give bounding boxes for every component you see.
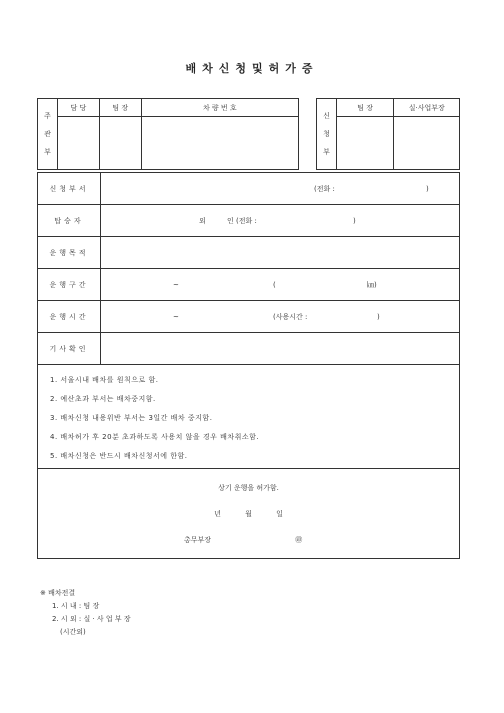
header-vehicle-number: 차 량 번 호 [141,99,298,117]
field-purpose[interactable] [101,237,460,269]
approval-statement: 상기 운행을 허가함. [218,484,279,492]
approval-section [38,469,460,559]
vehicle-number-cell[interactable] [141,117,298,170]
sign-cell-team-leader[interactable] [336,117,394,170]
approval-signer[interactable]: 총무부장 ㊞ [184,536,303,544]
request-dept-side-label: 신 청 부 [317,99,337,170]
label-route: 운행구간 [38,269,101,301]
label-time: 운행시간 [38,301,101,333]
approval-box-request-dept [316,98,460,170]
seal-icon: ㊞ [295,536,303,544]
header-team-leader: 팀 장 [336,99,394,117]
sign-cell-division-head[interactable] [394,117,460,170]
label-passengers: 탑승자 [38,205,101,237]
field-request-dept[interactable]: (전화 : ) [101,173,460,205]
label-request-dept: 신청부서 [38,173,101,205]
approval-date[interactable]: 년 월 일 [214,510,283,518]
rules-list [38,365,460,469]
header-team-leader: 팀 장 [99,99,141,117]
approval-box-main-dept [37,98,299,170]
label-driver-confirm: 기사확인 [38,333,101,365]
footnote-line: 2. 시 외 : 실 · 사 업 부 장 [52,615,131,623]
dispatch-form [37,172,460,559]
rule-item: 2. 예산초과 부서는 배차중지함. [50,395,156,403]
rule-item: 1. 서울시내 배차를 원칙으로 함. [50,376,159,384]
sign-cell-staff[interactable] [57,117,99,170]
label-purpose: 운행목적 [38,237,101,269]
field-time[interactable]: ~ (사용시간 : ) [101,301,460,333]
page-title: 배차신청및허가증 [185,62,319,75]
sign-cell-team-leader[interactable] [99,117,141,170]
field-driver-confirm[interactable] [101,333,460,365]
footnote-line: (시간외) [60,628,86,636]
rule-item: 4. 배차허가 후 20분 초과하도록 사용치 않을 경우 배차취소함. [50,433,260,441]
main-dept-side-label: 주 관 부 [38,99,58,170]
header-staff: 담 당 [57,99,99,117]
field-passengers[interactable]: 외 인 (전화 : ) [101,205,460,237]
footnote-line: 1. 시 내 : 팀 장 [52,602,100,610]
field-route[interactable]: ~ ( ㎞) [101,269,460,301]
footnote-title: ※ 배차전결 [40,589,76,597]
rule-item: 3. 배차신청 내용위반 부서는 3일간 배차 중지함. [50,414,213,422]
rule-item: 5. 배차신청은 반드시 배차신청서에 한함. [50,452,188,460]
header-division-head: 실·사업부장 [394,99,460,117]
